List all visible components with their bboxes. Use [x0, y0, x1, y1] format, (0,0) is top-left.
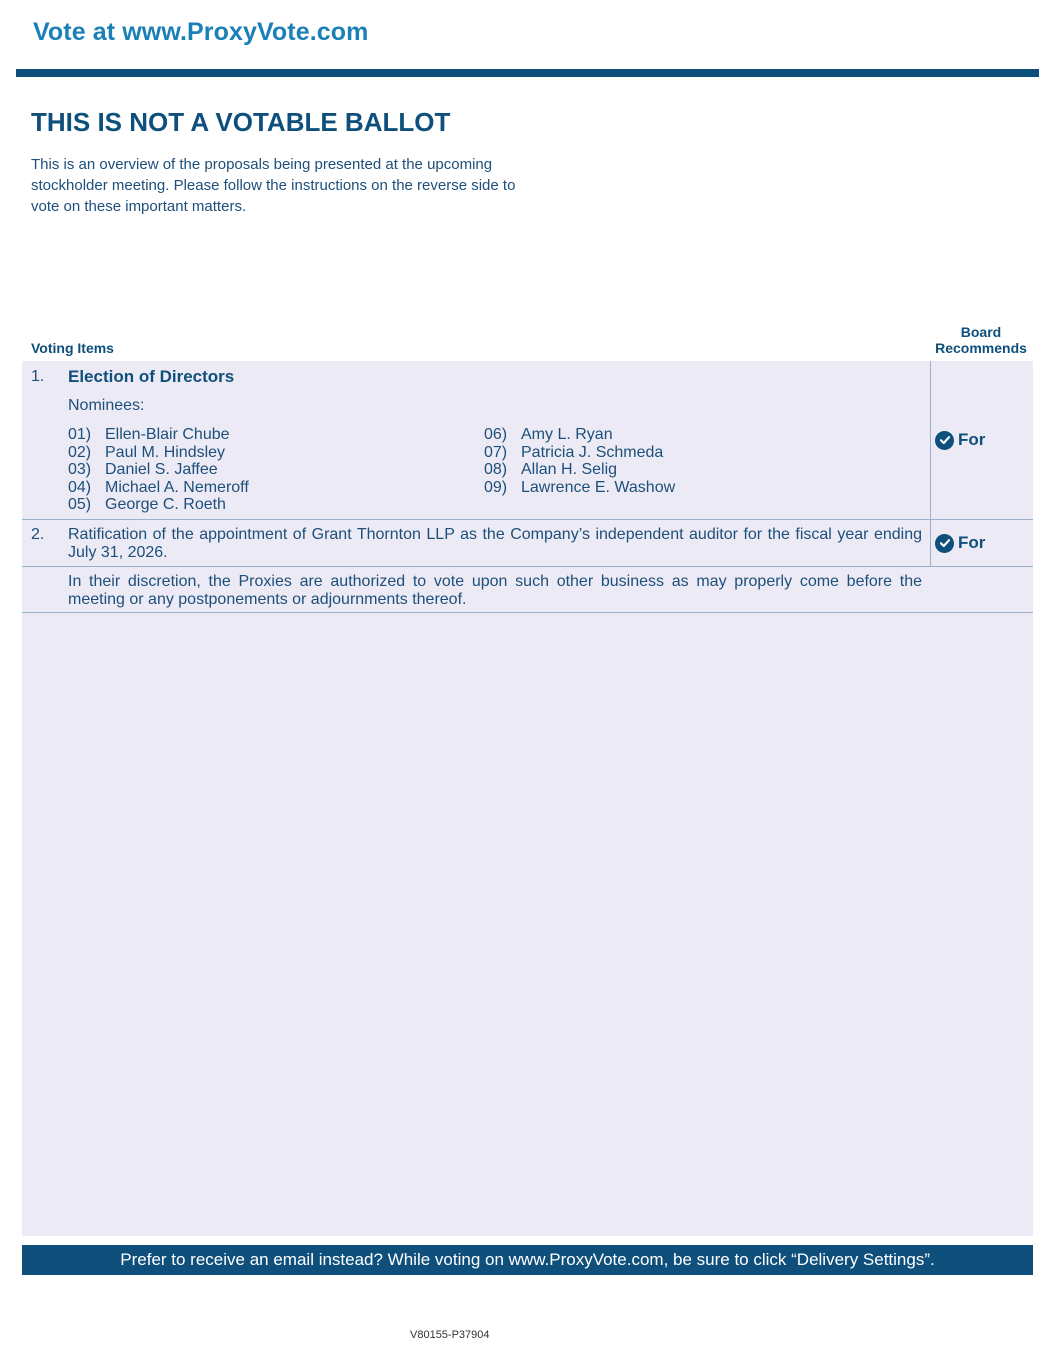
nominee-name: Allan H. Selig — [521, 461, 618, 479]
document-id: V80155-P37904 — [410, 1329, 490, 1341]
item-number: 2. — [31, 526, 45, 543]
nominee-number: 01) — [68, 426, 92, 443]
board-header-line1: Board — [960, 324, 1002, 340]
nominee-name: George C. Roeth — [105, 496, 226, 514]
board-recommends-header — [926, 324, 1036, 356]
recommendation-label: For — [958, 430, 986, 449]
board-header-line2: Recommends — [935, 340, 1027, 356]
nominee-name: Ellen-Blair Chube — [105, 426, 230, 443]
nominee-row — [68, 479, 249, 497]
header-title[interactable]: Vote at www.ProxyVote.com — [33, 18, 369, 46]
item-title: Election of Directors — [68, 367, 235, 386]
nominee-row — [484, 426, 675, 444]
nominees-label: Nominees: — [68, 397, 145, 414]
nominee-row — [68, 444, 249, 462]
page-title: THIS IS NOT A VOTABLE BALLOT — [31, 107, 451, 137]
nominee-row — [484, 479, 675, 497]
nominee-number: 07) — [484, 443, 508, 461]
nominee-row — [484, 444, 675, 462]
nominee-number: 05) — [68, 496, 92, 514]
nominee-number: 08) — [484, 461, 508, 479]
recommendation-label: For — [958, 533, 986, 552]
nominee-name: Amy L. Ryan — [521, 426, 613, 443]
discretion-text: In their discretion, the Proxies are authorized to vote upon such other business as may properly come before the meeting or any postponements or adjournments thereof. — [68, 573, 922, 608]
check-circle-icon — [935, 431, 954, 450]
intro-text: This is an overview of the proposals being presented at the upcoming stockholder meeting. Please follow the instructions on the reverse side to vote on these important matters. — [31, 156, 516, 215]
nominee-row — [68, 496, 249, 514]
nominee-number: 04) — [68, 478, 92, 496]
column-divider — [930, 361, 931, 566]
board-recommendation — [935, 533, 985, 553]
nominee-row — [68, 426, 249, 444]
nominee-name: Lawrence E. Washow — [521, 478, 676, 496]
check-circle-icon — [935, 534, 954, 553]
nominee-name: Daniel S. Jaffee — [105, 461, 218, 479]
nominee-name: Patricia J. Schmeda — [521, 443, 664, 461]
nominee-number: 06) — [484, 426, 508, 443]
board-recommendation — [935, 430, 985, 450]
nominee-number: 02) — [68, 443, 92, 461]
nominees-right-column — [484, 426, 675, 496]
email-delivery-banner: Prefer to receive an email instead? While voting on www.ProxyVote.com, be sure to click “Delivery Settings”. — [22, 1245, 1033, 1275]
nominee-name: Michael A. Nemeroff — [105, 478, 249, 496]
header-rule — [16, 69, 1039, 77]
nominees-left-column — [68, 426, 249, 514]
row-divider — [22, 612, 1033, 613]
item-number: 1. — [31, 368, 45, 385]
nominee-row — [68, 461, 249, 479]
item-text: Ratification of the appointment of Grant Thornton LLP as the Company’s independent auditor for the fiscal year ending July 31, 2026. — [68, 526, 922, 561]
row-divider — [22, 519, 1033, 520]
nominee-row — [484, 461, 675, 479]
nominee-number: 03) — [68, 461, 92, 479]
voting-items-header: Voting Items — [31, 340, 114, 356]
nominee-name: Paul M. Hindsley — [105, 443, 226, 461]
row-divider — [22, 566, 1033, 567]
nominee-number: 09) — [484, 478, 508, 496]
